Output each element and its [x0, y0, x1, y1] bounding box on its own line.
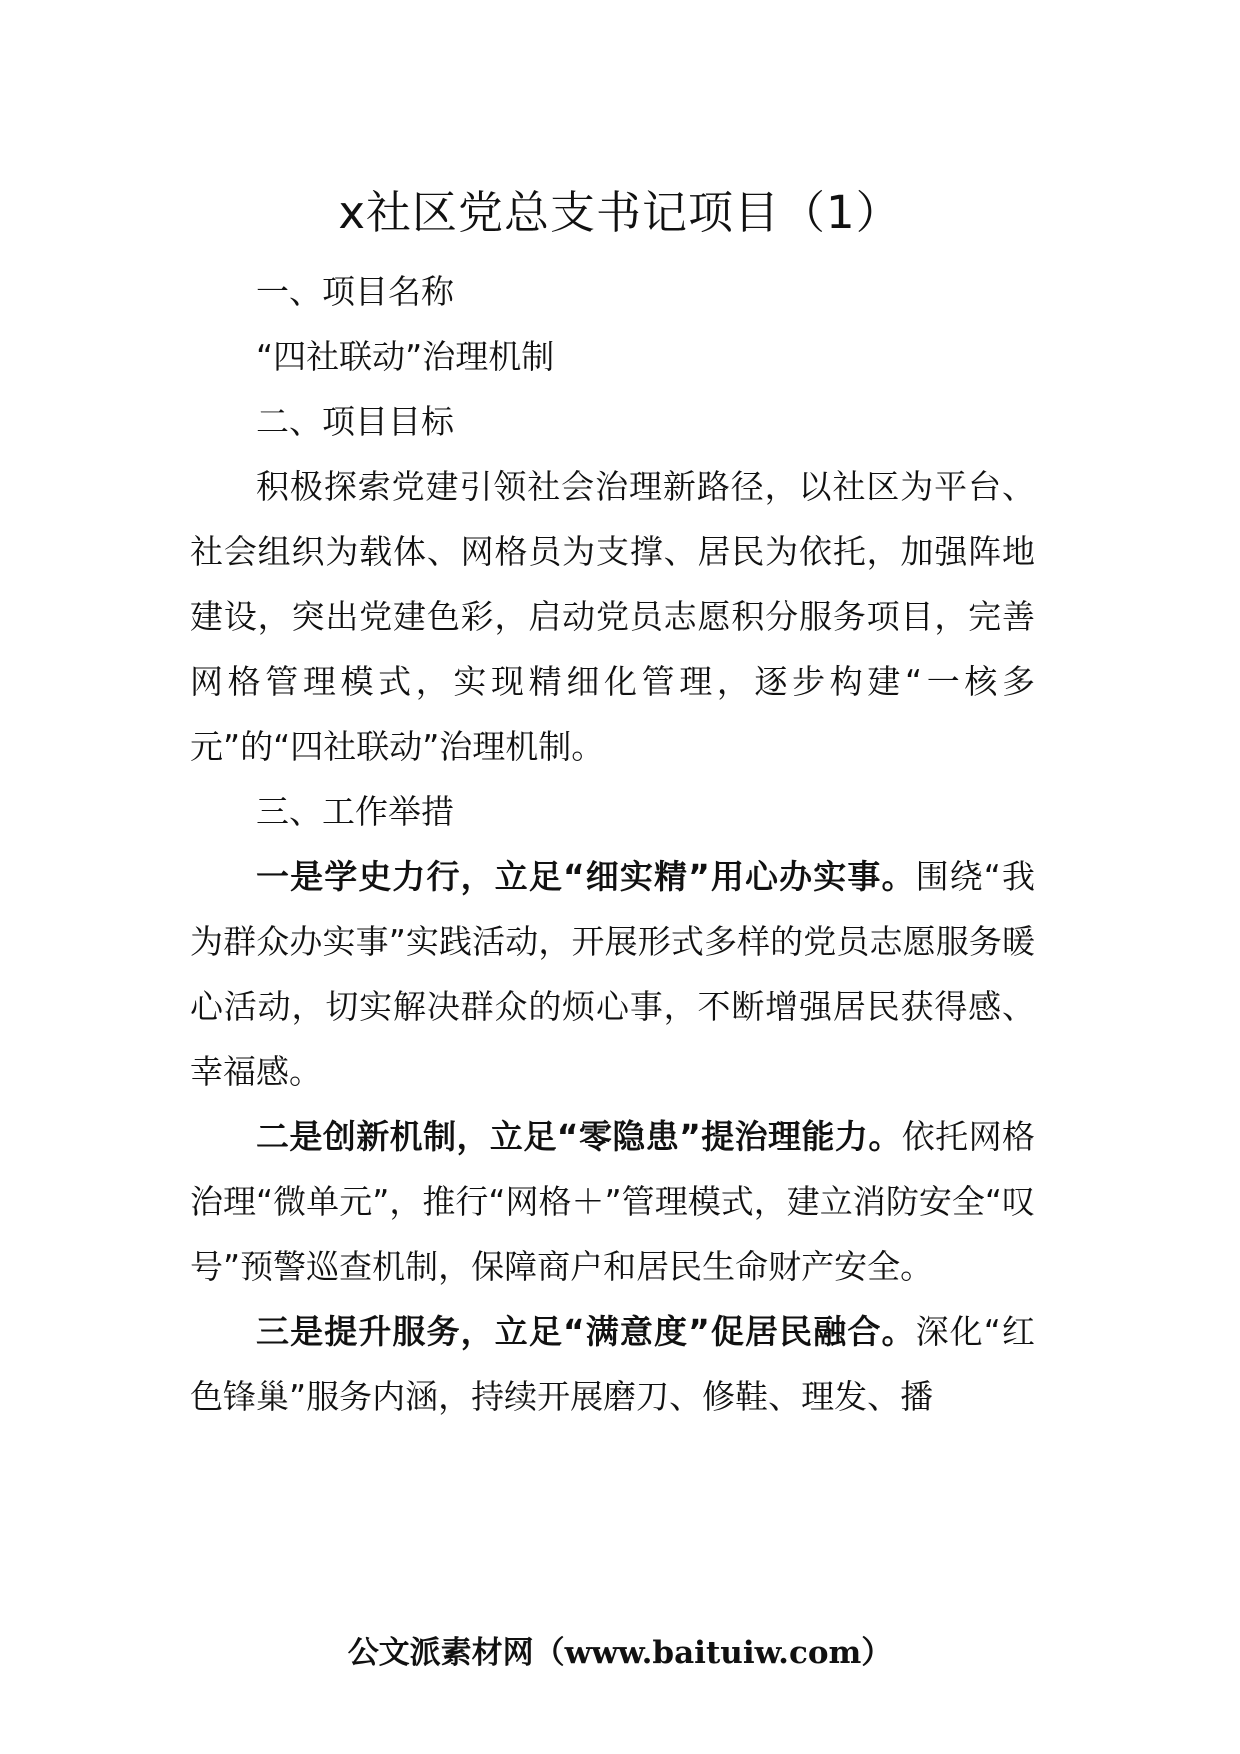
section-heading: 二、项目目标: [256, 402, 454, 441]
project-goal-paragraph: 积极探索党建引领社会治理新路径，以社区为平台、社会组织为载体、网格员为支撑、居民为依托，加强阵地建设，突出党建色彩，启动党员志愿积分服务项目，完善网格管理模式，实现精细化管理，逐步构建“一核多元”的“四社联动”治理机制。: [190, 467, 1035, 766]
footer-watermark: 公文派素材网（www.baituiw.com）: [347, 1635, 893, 1671]
section-heading: 一、项目名称: [256, 272, 454, 311]
document-body: [190, 259, 1035, 1429]
measure-text: 依托网格治理“微单元”，推行“网格＋”管理模式，建立消防安全“叹号”预警巡查机制，保障商户和居民生命财产安全。: [190, 1117, 1035, 1286]
project-name: “四社联动”治理机制: [256, 337, 555, 376]
document-title: x社区党总支书记项目（1）: [338, 186, 902, 239]
section-heading: 三、工作举措: [256, 792, 454, 831]
measure-paragraph: [190, 1299, 1035, 1429]
measure-paragraph: [190, 1104, 1035, 1299]
measure-lead: 一是学史力行，立足“细实精”用心办实事。: [256, 857, 916, 896]
measure-text: 围绕“我为群众办实事”实践活动，开展形式多样的党员志愿服务暖心活动，切实解决群众的烦心事，不断增强居民获得感、幸福感。: [190, 857, 1035, 1091]
measure-paragraph: [190, 844, 1035, 1104]
measure-lead: 三是提升服务，立足“满意度”促居民融合。: [256, 1312, 916, 1351]
measure-text: 深化“红色锋巢”服务内涵，持续开展磨刀、修鞋、理发、播: [190, 1312, 1035, 1416]
measure-lead: 二是创新机制，立足“零隐患”提治理能力。: [256, 1117, 902, 1156]
